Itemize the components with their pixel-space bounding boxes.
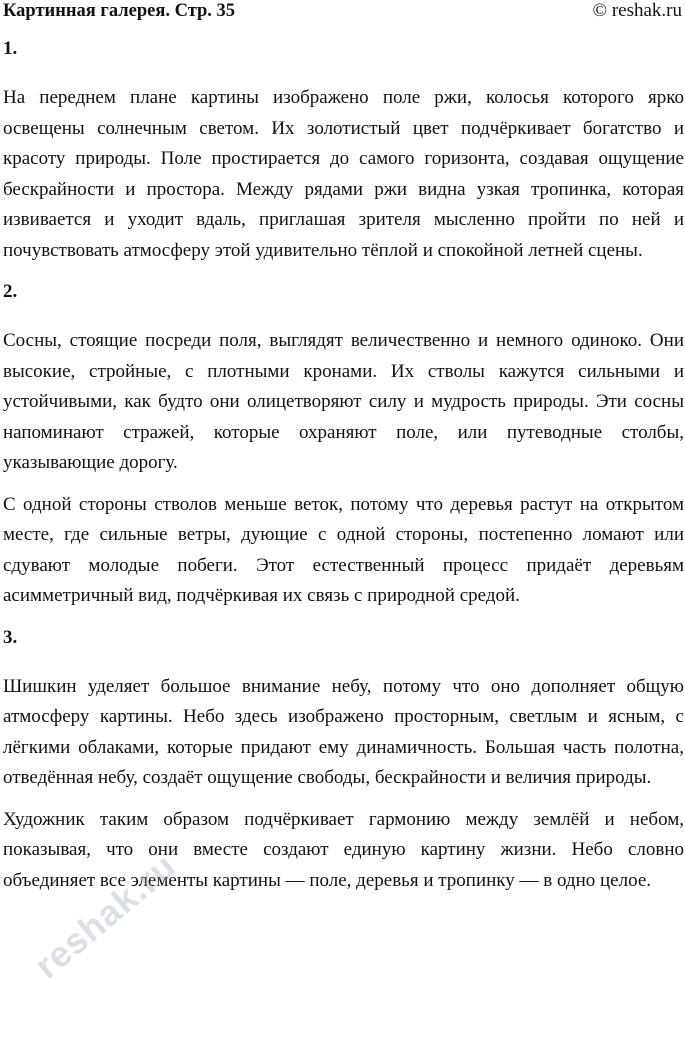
section-paragraph: На переднем плане картины изображено поле ржи, колосья которого ярко освещены солнечным светом. Их золотистый цвет подчёркивает богатство и красоту природы. Поле простирается до самого горизонта, создавая ощущение бескрайности и простора. Между рядами ржи видна узкая тропинка, которая извивается и уходит вдаль, приглашая зрителя мысленно пройти по ней и почувствовать атмосферу этой удивительно тёплой и спокойной летней сцены. [3, 87, 684, 261]
page-header [0, 0, 685, 24]
section-paragraph: Шишкин уделяет большое внимание небу, потому что оно дополняет общую атмосферу картины. Небо здесь изображено просторным, светлым и ясным, с лёгкими облаками, которые придают ему динамичность. Большая часть полотна, отведённая небу, создаёт ощущение свободы, бескрайности и величия природы. [3, 675, 684, 788]
section-number: 3. [3, 626, 18, 648]
section-number: 2. [3, 281, 18, 302]
section-paragraph: Художник таким образом подчёркивает гармонию между землёй и небом, показывая, что они вместе создают единую картину жизни. Небо словно объединяет все элементы картины — поле, деревья и тропинку — в одно целое. [3, 808, 684, 891]
section-paragraph: Сосны, стоящие посреди поля, выглядят величественно и немного одиноко. Они высокие, стройные, с плотными кронами. Их стволы кажутся сильными и устойчивыми, как будто они олицетворяют силу и мудрость природы. Эти сосны напоминают стражей, которые охраняют поле, или путеводные столбы, указывающие дорогу. [3, 330, 684, 473]
answer-content [3, 38, 684, 907]
section-2 [3, 281, 684, 612]
section-number: 1. [3, 38, 18, 59]
section-3 [3, 627, 684, 897]
site-credit[interactable]: © reshak.ru [592, 0, 682, 21]
watermark-text: reshak.ru [26, 844, 184, 987]
section-paragraph: С одной стороны стволов меньше веток, потому что деревья растут на открытом месте, где сильные ветры, дующие с одной стороны, постепенно ломают или сдувают молодые побеги. Этот естественный процесс придаёт деревьям асимметричный вид, подчёркивая их связь с природной средой. [3, 493, 684, 606]
section-1 [3, 38, 684, 266]
page-title: Картинная галерея. Стр. 35 [3, 1, 236, 21]
